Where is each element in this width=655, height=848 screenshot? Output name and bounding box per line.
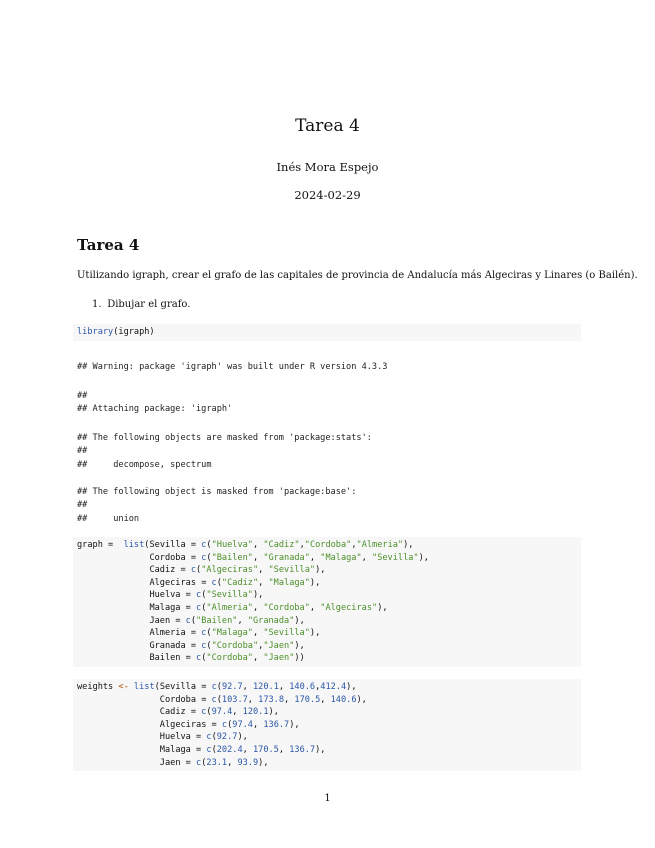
- output-line: ##: [77, 500, 88, 511]
- intro-paragraph: Utilizando igraph, crear el grafo de las capitales de provincia de Andalucía más Algeciras y Linares (o Bailén).: [77, 270, 638, 281]
- code-function: c: [206, 744, 212, 755]
- code-value: "Almeria": [206, 602, 253, 613]
- code-key: Bailen: [149, 653, 181, 664]
- code-block-weights: weights <- list(Sevilla = c(92.7, 120.1, 140.6,412.4), Cordoba = c(103.7, 173.8, 170.5, 140.6), Cadiz = c(97.4, 120.1), Algeciras = c(97.4, 136.7), Huelva = c(92.7), Malaga = c(202.4, 170.5, 136.7), Jaen = c(23.1, 93.9),: [73, 679, 581, 771]
- code-function: c: [211, 682, 217, 692]
- code-key: Cordoba: [159, 694, 197, 705]
- code-key: Huelva: [159, 732, 191, 743]
- code-value: "Cadiz": [221, 577, 259, 588]
- output-line: ##: [77, 391, 88, 401]
- code-value: "Sevilla": [206, 590, 253, 601]
- code-variable: weights: [77, 682, 114, 692]
- code-value: "Sevilla": [268, 565, 316, 576]
- code-key: Cadiz: [149, 565, 176, 576]
- output-line: ## union: [77, 513, 140, 524]
- code-value: "Jaen": [263, 653, 295, 664]
- code-block-graph: graph = list(Sevilla = c("Huelva", "Cadiz","Cordoba","Almeria"), Cordoba = c("Bailen", "Granada", "Malaga", "Sevilla"), Cadiz = c("Algeciras", "Sevilla"), Algeciras = c("Cadiz", "Malaga"), Huelva = c("Sevilla"), Malaga = c("Almeria", "Cordoba", "Algeciras"), Jaen = c("Bailen", "Granada"), Almeria = c("Malaga", "Sevilla"), Granada = c("Cordoba","Jaen"), Bailen = c("Cordoba", "Jaen")): [73, 537, 581, 667]
- code-variable: graph: [77, 540, 103, 550]
- output-line: ## Attaching package: 'igraph': [77, 404, 233, 415]
- code-value: 173.8: [258, 694, 285, 705]
- code-value: 136.7: [263, 719, 290, 730]
- code-function: c: [196, 653, 202, 664]
- output-masked-stats: [77, 432, 372, 472]
- code-value: "Sevilla": [372, 552, 419, 563]
- code-function: c: [206, 732, 212, 743]
- code-value: "Algeciras": [320, 602, 378, 613]
- code-value: "Bailen": [211, 552, 253, 563]
- document-author: Inés Mora Espejo: [276, 160, 379, 174]
- code-value: 140.6: [330, 694, 357, 705]
- code-value: "Huelva": [211, 540, 253, 550]
- code-value: 202.4: [216, 744, 243, 755]
- code-key: Algeciras: [149, 577, 197, 588]
- code-key: Algeciras: [159, 719, 207, 730]
- code-value: 120.1: [253, 682, 279, 692]
- document-date: 2024-02-29: [294, 188, 361, 202]
- code-value: "Bailen": [196, 615, 238, 626]
- output-line: ## decompose, spectrum: [77, 459, 212, 470]
- code-function: c: [201, 628, 207, 639]
- code-value: 120.1: [242, 707, 269, 718]
- code-value: "Cordoba": [263, 602, 310, 613]
- output-line: ## The following object is masked from 'package:base':: [77, 487, 357, 497]
- code-key: Granada: [149, 640, 186, 651]
- code-function: c: [196, 590, 202, 601]
- code-operator: <-: [113, 682, 134, 692]
- code-value: 140.6: [289, 682, 316, 692]
- code-function: list: [123, 540, 145, 550]
- code-value: "Cadiz": [263, 540, 300, 550]
- code-function: c: [190, 565, 197, 576]
- code-function: c: [196, 602, 202, 613]
- code-key: Malaga: [159, 744, 191, 755]
- code-key: Cadiz: [159, 707, 186, 718]
- code-key: Almeria: [149, 628, 186, 639]
- code-function: c: [201, 707, 207, 718]
- code-function: c: [221, 719, 228, 730]
- code-value: 97.4: [211, 707, 233, 718]
- code-function: list: [133, 682, 155, 692]
- code-function: c: [201, 552, 207, 563]
- code-value: "Malaga": [268, 577, 310, 588]
- code-value: "Cordoba": [304, 540, 352, 550]
- code-block-library: [73, 324, 581, 341]
- code-value: "Granada": [247, 615, 295, 626]
- code-value: 92.7: [216, 732, 238, 743]
- code-key: Sevilla: [159, 682, 197, 692]
- code-value: "Almeria": [356, 540, 404, 550]
- code-value: 412.4: [320, 682, 347, 692]
- code-value: "Jaen": [263, 640, 295, 651]
- code-args: (igraph): [113, 327, 155, 337]
- code-value: 92.7: [221, 682, 243, 692]
- code-value: 136.7: [289, 744, 316, 755]
- code-value: 97.4: [232, 719, 253, 730]
- output-warning: ## Warning: package 'igraph' was built under R version 4.3.3: [77, 362, 388, 372]
- list-item-number: 1.: [92, 299, 102, 310]
- code-value: "Algeciras": [201, 565, 259, 576]
- list-item-text: Dibujar el grafo.: [107, 299, 191, 310]
- code-function: c: [201, 640, 207, 651]
- code-operator: =: [102, 540, 124, 550]
- code-value: 103.7: [221, 694, 248, 705]
- section-heading: Tarea 4: [77, 236, 140, 254]
- document-title: Tarea 4: [295, 116, 360, 136]
- code-function: c: [211, 577, 217, 588]
- code-key: Malaga: [149, 602, 181, 613]
- code-value: "Malaga": [211, 628, 253, 639]
- code-function: c: [201, 540, 207, 550]
- code-value: "Malaga": [320, 552, 362, 563]
- code-value: 93.9: [237, 757, 259, 768]
- page-number: 1: [324, 793, 331, 804]
- output-attach: [77, 390, 232, 417]
- output-line: ## The following objects are masked from 'package:stats':: [77, 433, 372, 443]
- code-value: 170.5: [294, 694, 321, 705]
- code-key: Sevilla: [149, 540, 186, 550]
- code-value: "Cordoba": [206, 653, 253, 664]
- output-masked-base: [77, 486, 356, 526]
- code-function: c: [211, 694, 217, 705]
- code-key: Jaen: [159, 757, 181, 768]
- code-key: Huelva: [149, 590, 181, 601]
- code-value: 23.1: [206, 757, 228, 768]
- code-function: c: [196, 757, 202, 768]
- list-item: [92, 299, 190, 310]
- code-value: 170.5: [252, 744, 279, 755]
- output-line: ##: [77, 446, 88, 457]
- code-function: c: [185, 615, 191, 626]
- code-key: Cordoba: [149, 552, 186, 563]
- code-value: "Cordoba": [211, 640, 259, 651]
- code-value: "Sevilla": [263, 628, 310, 639]
- code-function: library: [77, 327, 114, 337]
- code-key: Jaen: [149, 615, 171, 626]
- code-value: "Granada": [263, 552, 310, 563]
